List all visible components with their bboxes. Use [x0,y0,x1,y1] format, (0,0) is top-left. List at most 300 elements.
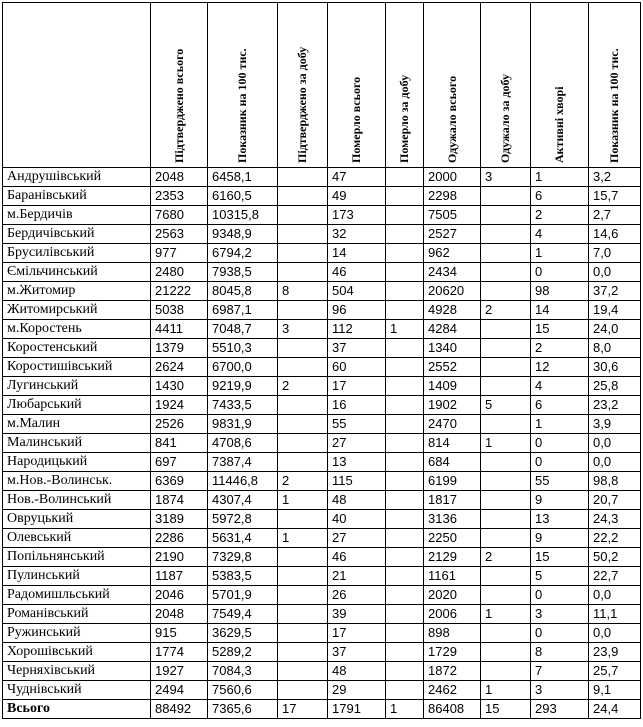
value-cell: 7549,4 [208,605,278,624]
header-cell [589,3,641,168]
value-cell: 13 [531,510,589,529]
value-cell: 6458,1 [208,168,278,187]
value-cell [481,263,531,282]
value-cell [386,643,424,662]
value-cell: 1187 [151,567,208,586]
value-cell: 6794,2 [208,244,278,263]
value-cell: 22,7 [589,567,641,586]
value-cell [481,453,531,472]
header-label: Одужало всього [444,75,459,163]
value-cell: 0 [531,624,589,643]
value-cell: 10315,8 [208,206,278,225]
region-name-cell: м.Нов.-Волинськ. [3,472,151,491]
region-name-cell: Радомишльський [3,586,151,605]
value-cell: 5 [481,396,531,415]
region-name-cell: Лугинський [3,377,151,396]
value-cell: 88492 [151,700,208,719]
value-cell: 6700,0 [208,358,278,377]
header-cell [151,3,208,168]
value-cell: 684 [424,453,481,472]
value-cell [278,168,328,187]
region-name-cell: Попільнянський [3,548,151,567]
value-cell: 9831,9 [208,415,278,434]
value-cell: 2048 [151,168,208,187]
value-cell: 48 [328,491,386,510]
value-cell [278,225,328,244]
header-label: Одужало за добу [498,73,512,163]
value-cell: 25,8 [589,377,641,396]
value-cell: 11446,8 [208,472,278,491]
table-row [3,567,641,586]
value-cell: 2298 [424,187,481,206]
value-cell [278,339,328,358]
value-cell: 2624 [151,358,208,377]
header-label: Померло всього [349,76,363,163]
value-cell: 2494 [151,681,208,700]
value-cell: 23,2 [589,396,641,415]
value-cell: 2190 [151,548,208,567]
header-cell-region [3,3,151,168]
value-cell: 5038 [151,301,208,320]
value-cell: 1817 [424,491,481,510]
value-cell: 2129 [424,548,481,567]
region-name-cell: Хорошівський [3,643,151,662]
region-name-cell: Коростенський [3,339,151,358]
value-cell: 1430 [151,377,208,396]
value-cell: 115 [328,472,386,491]
value-cell: 6987,1 [208,301,278,320]
value-cell [481,415,531,434]
value-cell: 50,2 [589,548,641,567]
header-label: Показник на 100 тис. [235,48,249,163]
value-cell: 24,3 [589,510,641,529]
value-cell: 2048 [151,605,208,624]
value-cell: 3,2 [589,168,641,187]
value-cell: 9 [531,491,589,510]
value-cell [386,548,424,567]
value-cell: 15 [481,700,531,719]
value-cell [386,453,424,472]
value-cell: 3136 [424,510,481,529]
value-cell [481,206,531,225]
value-cell [386,377,424,396]
value-cell: 25,7 [589,662,641,681]
value-cell [386,339,424,358]
value-cell: 9219,9 [208,377,278,396]
value-cell: 46 [328,548,386,567]
covid-stats-table-wrapper [2,2,641,719]
value-cell: 3629,5 [208,624,278,643]
value-cell: 19,4 [589,301,641,320]
value-cell [278,358,328,377]
value-cell [386,567,424,586]
table-row [3,681,641,700]
total-row [3,700,641,719]
value-cell: 17 [328,624,386,643]
value-cell: 30,6 [589,358,641,377]
value-cell: 6 [531,396,589,415]
value-cell: 841 [151,434,208,453]
value-cell: 21 [328,567,386,586]
table-row [3,510,641,529]
header-label: Померло за добу [397,74,411,163]
value-cell: 4 [531,377,589,396]
value-cell: 48 [328,662,386,681]
region-name-cell: Чуднівський [3,681,151,700]
value-cell [278,301,328,320]
value-cell: 2462 [424,681,481,700]
table-body [3,168,641,719]
value-cell: 0,0 [589,624,641,643]
region-name-cell: Черняхівський [3,662,151,681]
value-cell: 0 [531,453,589,472]
value-cell: 40 [328,510,386,529]
value-cell [278,187,328,206]
value-cell [278,548,328,567]
value-cell: 60 [328,358,386,377]
value-cell: 55 [531,472,589,491]
value-cell: 697 [151,453,208,472]
table-row [3,415,641,434]
value-cell: 37 [328,339,386,358]
value-cell: 2 [278,472,328,491]
value-cell: 86408 [424,700,481,719]
value-cell: 1 [531,244,589,263]
value-cell: 16 [328,396,386,415]
value-cell: 11,1 [589,605,641,624]
value-cell: 1 [278,491,328,510]
value-cell: 49 [328,187,386,206]
value-cell: 6369 [151,472,208,491]
value-cell: 4928 [424,301,481,320]
value-cell: 7433,5 [208,396,278,415]
value-cell: 1161 [424,567,481,586]
value-cell: 1409 [424,377,481,396]
value-cell: 7505 [424,206,481,225]
value-cell [386,396,424,415]
value-cell: 1 [278,529,328,548]
value-cell: 7365,6 [208,700,278,719]
value-cell: 98,8 [589,472,641,491]
value-cell: 5701,9 [208,586,278,605]
value-cell: 2286 [151,529,208,548]
value-cell: 5631,4 [208,529,278,548]
value-cell: 9348,9 [208,225,278,244]
region-name-cell: Любарський [3,396,151,415]
value-cell: 37 [328,643,386,662]
header-cell [531,3,589,168]
value-cell: 27 [328,434,386,453]
value-cell: 2 [481,548,531,567]
value-cell [481,225,531,244]
value-cell: 20,7 [589,491,641,510]
table-row [3,358,641,377]
table-row [3,472,641,491]
value-cell: 814 [424,434,481,453]
value-cell [278,396,328,415]
value-cell: 1 [386,320,424,339]
value-cell [481,244,531,263]
value-cell: 98 [531,282,589,301]
value-cell: 20620 [424,282,481,301]
value-cell: 2526 [151,415,208,434]
value-cell: 898 [424,624,481,643]
value-cell [481,624,531,643]
value-cell [386,415,424,434]
value-cell: 17 [328,377,386,396]
value-cell [481,377,531,396]
table-row [3,548,641,567]
value-cell: 0 [531,263,589,282]
value-cell: 14,6 [589,225,641,244]
value-cell [386,681,424,700]
value-cell [278,510,328,529]
header-cell [278,3,328,168]
region-name-cell: Брусилівський [3,244,151,263]
value-cell [481,529,531,548]
value-cell [481,187,531,206]
value-cell [481,282,531,301]
value-cell: 4307,4 [208,491,278,510]
value-cell: 1379 [151,339,208,358]
value-cell: 2353 [151,187,208,206]
value-cell [481,510,531,529]
table-row [3,225,641,244]
value-cell: 2527 [424,225,481,244]
region-name-cell: Ємільчинський [3,263,151,282]
value-cell [386,586,424,605]
value-cell: 46 [328,263,386,282]
header-label: Підтверджено за добу [295,46,309,163]
value-cell: 14 [531,301,589,320]
value-cell: 2434 [424,263,481,282]
value-cell: 293 [531,700,589,719]
value-cell: 1872 [424,662,481,681]
value-cell: 21222 [151,282,208,301]
value-cell [278,244,328,263]
value-cell: 4 [531,225,589,244]
region-name-cell: Всього [3,700,151,719]
table-row [3,282,641,301]
value-cell: 915 [151,624,208,643]
table-row [3,320,641,339]
value-cell [481,662,531,681]
value-cell: 7387,4 [208,453,278,472]
value-cell: 6 [531,187,589,206]
value-cell [278,206,328,225]
value-cell: 3 [531,681,589,700]
value-cell: 27 [328,529,386,548]
value-cell: 24,0 [589,320,641,339]
value-cell: 1340 [424,339,481,358]
value-cell: 1 [481,681,531,700]
table-row [3,453,641,472]
table-row [3,491,641,510]
table-row [3,187,641,206]
value-cell [386,510,424,529]
value-cell [386,605,424,624]
value-cell: 55 [328,415,386,434]
header-label: Активні хворі [552,86,566,163]
value-cell [278,681,328,700]
value-cell [386,282,424,301]
value-cell: 0 [531,586,589,605]
value-cell: 7 [531,662,589,681]
value-cell: 2 [531,339,589,358]
value-cell: 13 [328,453,386,472]
value-cell: 504 [328,282,386,301]
value-cell: 23,9 [589,643,641,662]
table-header-row [3,3,641,168]
header-cell [424,3,481,168]
value-cell [386,662,424,681]
table-row [3,434,641,453]
value-cell [481,643,531,662]
value-cell: 24,4 [589,700,641,719]
region-name-cell: м.Коростень [3,320,151,339]
value-cell: 8045,8 [208,282,278,301]
value-cell: 1902 [424,396,481,415]
value-cell: 2552 [424,358,481,377]
value-cell [386,225,424,244]
value-cell: 0,0 [589,263,641,282]
table-row [3,643,641,662]
table-row [3,624,641,643]
value-cell [278,453,328,472]
value-cell: 2470 [424,415,481,434]
value-cell: 2 [278,377,328,396]
value-cell: 7084,3 [208,662,278,681]
table-row [3,662,641,681]
value-cell [386,244,424,263]
value-cell [386,472,424,491]
region-name-cell: Романівський [3,605,151,624]
table-row [3,529,641,548]
value-cell: 1 [481,434,531,453]
value-cell: 3 [278,320,328,339]
value-cell [386,263,424,282]
value-cell: 96 [328,301,386,320]
value-cell: 6199 [424,472,481,491]
value-cell [481,339,531,358]
region-name-cell: Нов.-Волинський [3,491,151,510]
header-cell [328,3,386,168]
value-cell [386,529,424,548]
value-cell [386,187,424,206]
value-cell [481,358,531,377]
value-cell: 1 [481,605,531,624]
value-cell: 5510,3 [208,339,278,358]
value-cell: 5972,8 [208,510,278,529]
region-name-cell: м.Житомир [3,282,151,301]
value-cell [481,567,531,586]
value-cell [278,643,328,662]
table-row [3,301,641,320]
region-name-cell: м.Бердичів [3,206,151,225]
value-cell: 2046 [151,586,208,605]
region-name-cell: Пулинський [3,567,151,586]
value-cell: 0,0 [589,453,641,472]
value-cell: 47 [328,168,386,187]
value-cell: 1 [531,415,589,434]
value-cell: 2000 [424,168,481,187]
value-cell [386,358,424,377]
header-cell [208,3,278,168]
value-cell [278,567,328,586]
value-cell: 12 [531,358,589,377]
value-cell: 14 [328,244,386,263]
region-name-cell: Коростишівський [3,358,151,377]
value-cell: 2 [531,206,589,225]
value-cell: 7680 [151,206,208,225]
value-cell: 15 [531,320,589,339]
value-cell: 2480 [151,263,208,282]
value-cell: 2,7 [589,206,641,225]
value-cell: 7560,6 [208,681,278,700]
value-cell: 2006 [424,605,481,624]
region-name-cell: Овруцький [3,510,151,529]
value-cell: 8 [531,643,589,662]
value-cell [278,586,328,605]
value-cell: 39 [328,605,386,624]
value-cell [386,491,424,510]
region-name-cell: Бердичівський [3,225,151,244]
table-row [3,168,641,187]
header-cell [481,3,531,168]
value-cell: 3,9 [589,415,641,434]
value-cell: 5383,5 [208,567,278,586]
value-cell: 3189 [151,510,208,529]
value-cell: 37,2 [589,282,641,301]
table-row [3,339,641,358]
value-cell [278,624,328,643]
table-row [3,377,641,396]
value-cell: 8 [278,282,328,301]
value-cell: 5 [531,567,589,586]
value-cell: 7329,8 [208,548,278,567]
value-cell: 3 [531,605,589,624]
value-cell: 26 [328,586,386,605]
table-row [3,244,641,263]
region-name-cell: Народицький [3,453,151,472]
value-cell: 1874 [151,491,208,510]
value-cell [386,206,424,225]
value-cell: 4284 [424,320,481,339]
value-cell: 112 [328,320,386,339]
table-row [3,206,641,225]
value-cell: 7938,5 [208,263,278,282]
value-cell: 4708,6 [208,434,278,453]
region-name-cell: м.Малин [3,415,151,434]
table-row [3,605,641,624]
value-cell: 1729 [424,643,481,662]
value-cell: 9 [531,529,589,548]
region-name-cell: Андрушівський [3,168,151,187]
value-cell: 173 [328,206,386,225]
value-cell: 0,0 [589,586,641,605]
value-cell: 7,0 [589,244,641,263]
value-cell: 1924 [151,396,208,415]
value-cell: 2250 [424,529,481,548]
value-cell: 29 [328,681,386,700]
value-cell: 4411 [151,320,208,339]
value-cell [278,662,328,681]
value-cell [481,472,531,491]
value-cell: 1927 [151,662,208,681]
value-cell: 1 [531,168,589,187]
value-cell: 22,2 [589,529,641,548]
value-cell: 2563 [151,225,208,244]
